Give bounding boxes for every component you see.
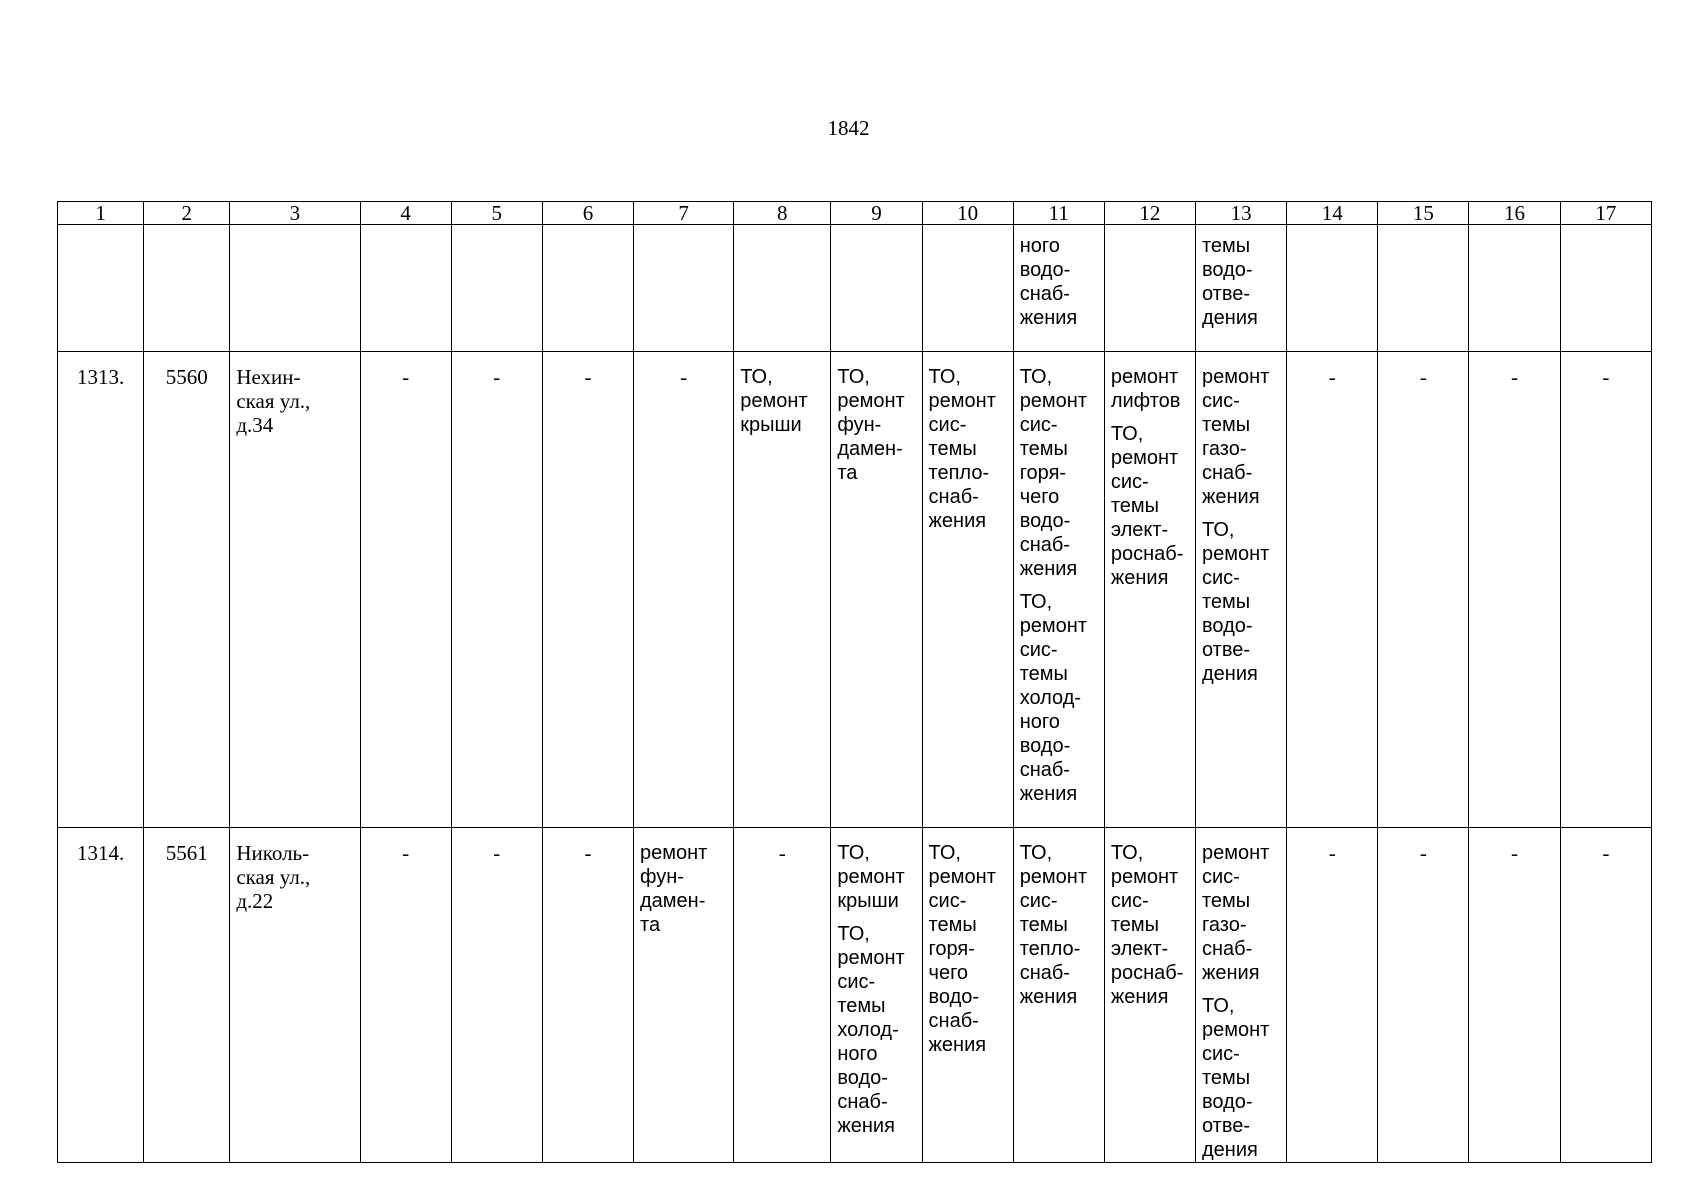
cell-line: элект- [1110,938,1169,960]
cell-line: сис- [837,971,876,993]
cell-line: сис- [928,414,967,436]
cell-line: жения [1110,567,1169,589]
cell-line: ТО, [1019,366,1053,388]
cell-line: ремонт [1110,447,1179,469]
address [230,828,360,1163]
cell-line: отве- [1202,283,1251,305]
cell-line: ТО, [740,366,773,388]
continuation-col13 [1196,225,1287,352]
row-number: 1313. [58,352,144,828]
cell-line: жения [928,510,987,532]
cell-line: темы [928,438,977,460]
cell-line: Николь- [236,841,310,865]
cell-col13 [1196,828,1287,1163]
cell-line: ремонт [928,390,996,412]
column-number: 8 [734,202,831,225]
cell-line: ремонт [1202,366,1270,388]
cell-line: водо- [1202,615,1253,637]
cell-line: сис- [1019,414,1058,436]
cell-col15: - [1378,828,1469,1163]
cell-line: жения [1019,986,1078,1008]
cell-line: темы [1202,1067,1251,1089]
cell-line: газо- [1202,914,1247,936]
cell-line: снаб- [1202,462,1253,484]
cell-line: ремонт [928,866,996,888]
cell-line: сис- [1202,567,1240,589]
cell-line: ТО, [928,842,961,864]
column-number: 17 [1560,202,1651,225]
work-entry [1202,841,1280,985]
work-entry [1111,365,1189,413]
cell-line: горя- [928,938,975,960]
work-entry [837,841,915,913]
column-number: 4 [360,202,451,225]
cell-line: снаб- [1019,962,1070,984]
cell-line: холод- [837,1019,899,1041]
cell-line: сис- [1202,390,1240,412]
cell-line: крыши [740,414,802,436]
continuation-col11 [1013,225,1104,352]
cell-line: ТО, [1110,842,1144,864]
cell-line: ТО, [1110,423,1144,445]
cell-line: ТО, [837,366,870,388]
cell-line: ремонт [1019,866,1088,888]
column-number: 7 [634,202,734,225]
cell-line: снаб- [837,1091,888,1113]
cell-line: крыши [837,890,899,912]
table-row [58,828,1652,1163]
cell-line: снаб- [1019,534,1070,556]
cell-col5: - [451,828,542,1163]
cell-line: фун- [837,414,882,436]
cell-line: жения [837,1115,895,1137]
work-entry [929,365,1007,533]
cell-line: водо- [1019,259,1071,281]
cell-col12 [1104,352,1195,828]
cell-line: дамен- [640,890,706,912]
cell-line: темы [1202,414,1251,436]
cell-line: ремонт [837,866,905,888]
cell-line: ного [1019,235,1060,257]
cell-col4: - [360,352,451,828]
cell-line: жения [928,1034,987,1056]
cell-line: фун- [640,866,684,888]
cell-line: ТО, [837,923,870,945]
work-entry [1111,841,1189,1009]
cell-line: снаб- [928,486,979,508]
cell-line: снаб- [1019,283,1070,305]
work-entry [1202,365,1280,509]
cell-line: горя- [1019,462,1067,484]
cell-line: ремонт [837,947,905,969]
row-number: 1314. [58,828,144,1163]
building-code: 5560 [144,352,230,828]
column-number: 11 [1013,202,1104,225]
cell-line: дения [1202,307,1258,329]
cell-line: ремонт [1019,390,1088,412]
cell-col6: - [542,828,633,1163]
cell-line: темы [1202,890,1251,912]
work-entry [1202,518,1280,686]
cell-col14: - [1287,828,1378,1163]
cell-line: лифтов [1110,390,1181,412]
cell-line: Нехин- [236,365,301,389]
cell-line: водо- [1202,1091,1253,1113]
cell-col16: - [1469,828,1560,1163]
column-number-row [58,202,1652,225]
cell-line: ремонт [1019,615,1088,637]
cell-col13 [1196,352,1287,828]
cell-line: ТО, [1202,519,1235,541]
cell-line: сис- [928,890,967,912]
work-entry [1111,422,1189,590]
cell-line: сис- [1202,866,1240,888]
cell-line: снаб- [1202,938,1253,960]
column-number: 2 [144,202,230,225]
column-number: 6 [542,202,633,225]
cell-line: роснаб- [1110,962,1184,984]
cell-col4: - [360,828,451,1163]
cell-line: отве- [1202,639,1251,661]
cell-line: сис- [1202,1043,1240,1065]
cell-line: д.22 [236,889,274,913]
cell-line: ТО, [1019,591,1053,613]
cell-line: ного [1019,711,1060,733]
cell-line: тепло- [928,462,990,484]
cell-line: д.34 [236,413,274,437]
column-number: 1 [58,202,144,225]
building-code: 5561 [144,828,230,1163]
cell-col11 [1013,828,1104,1163]
column-number: 15 [1378,202,1469,225]
cell-col8 [734,352,831,828]
cell-line: газо- [1202,438,1247,460]
table-row [58,352,1652,828]
column-number: 12 [1104,202,1195,225]
cell-col11 [1013,352,1104,828]
cell-line: темы [1110,914,1160,936]
cell-col7 [634,828,734,1163]
cell-line: ремонт [1202,842,1270,864]
work-entry [1202,994,1280,1162]
column-number: 9 [831,202,922,225]
work-entry [1020,841,1098,1009]
cell-line: темы [1019,663,1068,685]
cell-line: жения [1202,486,1260,508]
cell-line: ремонт [640,842,708,864]
cell-line: ская ул., [236,865,311,889]
cell-col17: - [1560,352,1651,828]
cell-col5: - [451,352,542,828]
cell-line: водо- [928,986,980,1008]
cell-line: темы [837,995,886,1017]
cell-line: ТО, [1202,995,1235,1017]
work-entry [1020,365,1098,581]
cell-col7: - [634,352,734,828]
cell-line: ного [837,1043,878,1065]
cell-line: та [837,462,858,484]
work-entry [640,841,727,937]
cell-line: жения [1019,558,1078,580]
cell-col10 [922,352,1013,828]
cell-line: дения [1202,663,1258,685]
cell-line: темы [1110,495,1160,517]
cell-line: ремонт [1202,1019,1270,1041]
cell-line: сис- [1110,890,1149,912]
work-entry [929,841,1007,1057]
cell-line: отве- [1202,1115,1251,1137]
cell-col9 [831,352,922,828]
cell-line: дения [1202,1139,1258,1161]
address [230,352,360,828]
cell-line: ская ул., [236,389,311,413]
cell-line: ТО, [837,842,870,864]
cell-col9 [831,828,922,1163]
work-entry [740,365,824,437]
continuation-row [58,225,1652,352]
work-entry [1020,590,1098,806]
cell-col14: - [1287,352,1378,828]
cell-line: снаб- [928,1010,979,1032]
cell-line: водо- [837,1067,888,1089]
cell-line: чего [928,962,969,984]
cell-line: роснаб- [1110,543,1184,565]
work-entry [837,365,915,485]
cell-line: ремонт [1202,543,1270,565]
cell-line: темы [1019,914,1068,936]
cell-col16: - [1469,352,1560,828]
cell-line: элект- [1110,519,1169,541]
cell-col12 [1104,828,1195,1163]
cell-line: темы [1202,591,1251,613]
cell-line: сис- [1019,639,1058,661]
cell-line: тепло- [1019,938,1081,960]
cell-col15: - [1378,352,1469,828]
cell-line: ремонт [740,390,808,412]
work-entry [837,922,915,1138]
column-number: 5 [451,202,542,225]
column-number: 16 [1469,202,1560,225]
page-number: 1842 [827,116,870,140]
cell-line: ремонт [837,390,905,412]
cell-line: жения [1202,962,1260,984]
cell-line: та [640,914,661,936]
cell-line: жения [1019,783,1078,805]
cell-line: водо- [1019,510,1071,532]
cell-col17: - [1560,828,1651,1163]
cell-line: ТО, [928,366,961,388]
cell-line: водо- [1019,735,1071,757]
column-number: 14 [1287,202,1378,225]
cell-line: чего [1019,486,1060,508]
cell-line: жения [1110,986,1169,1008]
cell-line: ТО, [1019,842,1053,864]
cell-line: темы [1019,438,1068,460]
cell-col10 [922,828,1013,1163]
column-number: 10 [922,202,1013,225]
cell-line: сис- [1019,890,1058,912]
cell-line: сис- [1110,471,1149,493]
column-number: 13 [1196,202,1287,225]
cell-line: холод- [1019,687,1082,709]
cell-line: ремонт [1110,866,1179,888]
cell-line: снаб- [1019,759,1070,781]
cell-line: ремонт [1110,366,1179,388]
column-number: 3 [230,202,360,225]
cell-line: темы [1202,235,1251,257]
cell-line: дамен- [837,438,903,460]
cell-line: водо- [1202,259,1253,281]
works-table [57,201,1652,1163]
cell-line: жения [1019,307,1078,329]
cell-col8: - [734,828,831,1163]
cell-line: темы [928,914,977,936]
cell-col6: - [542,352,633,828]
